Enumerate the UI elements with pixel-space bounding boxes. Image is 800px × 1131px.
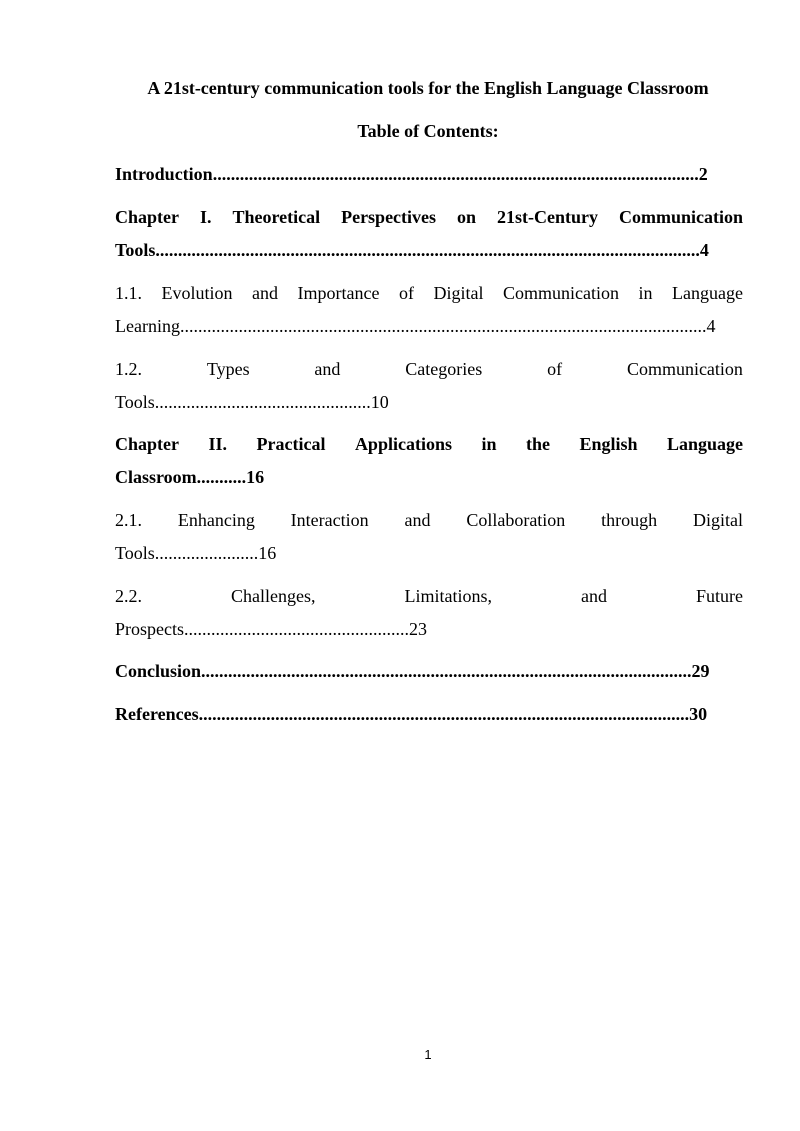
toc-entry-section-1-1-cont: Learning.....................................................................................................................4 [115, 316, 716, 336]
toc-word: 2.1. [115, 510, 142, 530]
toc-word: in [638, 283, 653, 303]
toc-entry-chapter-1 [115, 205, 743, 229]
toc-entry-section-1-2-cont: Tools................................................10 [115, 392, 389, 412]
toc-word: II. [208, 434, 227, 454]
toc-entry-section-2-1 [115, 508, 743, 532]
toc-word: Digital [433, 283, 484, 303]
toc-word: Communication [502, 283, 619, 303]
toc-word: in [481, 434, 497, 454]
toc-word: Language [671, 283, 743, 303]
toc-word: and [314, 359, 341, 379]
toc-word: Limitations, [404, 586, 492, 606]
toc-entry-conclusion: Conclusion.............................................................................................................29 [115, 661, 710, 681]
toc-entry-chapter-2 [115, 432, 743, 456]
toc-word: Interaction [290, 510, 369, 530]
toc-word: Communication [626, 359, 743, 379]
toc-word: Applications [354, 434, 452, 454]
toc-word: I. [199, 207, 212, 227]
toc-word: Theoretical [232, 207, 321, 227]
toc-word: Future [695, 586, 743, 606]
toc-word: Perspectives [341, 207, 437, 227]
toc-word: Communication [618, 207, 743, 227]
toc-heading: Table of Contents: [357, 121, 499, 141]
toc-word: of [398, 283, 414, 303]
toc-entry-chapter-1-cont: Tools.........................................................................................................................4 [115, 240, 709, 260]
toc-entry-section-1-2 [115, 357, 743, 381]
toc-word: Enhancing [177, 510, 255, 530]
toc-word: Categories [405, 359, 483, 379]
toc-word: Challenges, [231, 586, 316, 606]
toc-word: Practical [256, 434, 326, 454]
toc-entry-section-2-1-cont: Tools.......................16 [115, 543, 277, 563]
toc-word: Chapter [115, 207, 179, 227]
toc-word: English [579, 434, 638, 454]
toc-word: Digital [693, 510, 743, 530]
toc-entry-introduction: Introduction............................................................................................................2 [115, 164, 708, 184]
toc-word: and [580, 586, 607, 606]
toc-word: 1.2. [115, 359, 142, 379]
toc-word: Evolution [161, 283, 233, 303]
toc-word: of [547, 359, 563, 379]
toc-entry-section-2-2 [115, 584, 743, 608]
toc-word: 21st-Century [497, 207, 598, 227]
toc-word: and [252, 283, 278, 303]
toc-entry-chapter-2-cont: Classroom...........16 [115, 467, 265, 487]
toc-word: Importance [297, 283, 380, 303]
toc-word: Types [206, 359, 250, 379]
toc-entry-references: References.............................................................................................................30 [115, 704, 708, 724]
document-title: A 21st-century communication tools for the English Language Classroom [147, 78, 709, 98]
toc-word: Chapter [115, 434, 179, 454]
toc-entry-section-1-1 [115, 281, 743, 305]
toc-entry-section-2-2-cont: Prospects..................................................23 [115, 619, 427, 639]
toc-word: the [525, 434, 550, 454]
toc-word: on [457, 207, 477, 227]
toc-word: Collaboration [466, 510, 566, 530]
toc-word: Language [666, 434, 743, 454]
toc-word: and [404, 510, 431, 530]
toc-word: through [601, 510, 658, 530]
page-number: 1 [424, 1047, 432, 1062]
toc-word: 2.2. [115, 586, 142, 606]
toc-word: 1.1. [115, 283, 142, 303]
